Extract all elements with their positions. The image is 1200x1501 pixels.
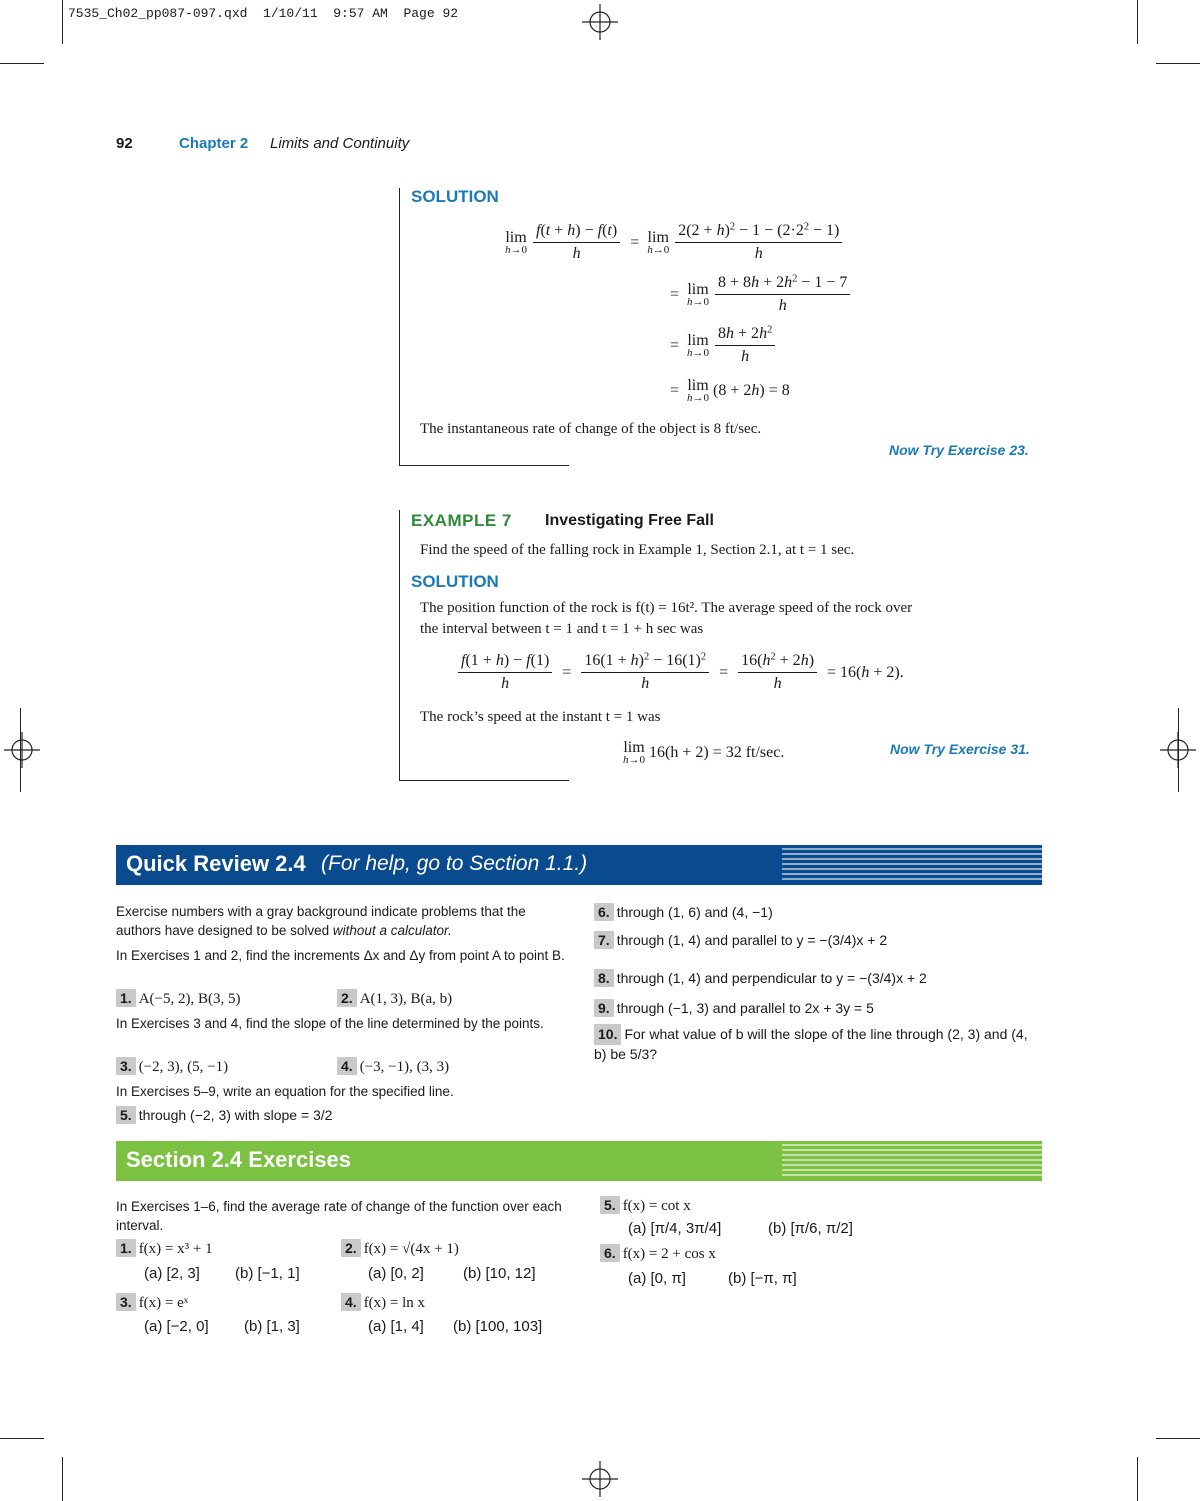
crop-mark xyxy=(1178,708,1179,792)
block-rule xyxy=(399,188,400,466)
exercise-interval: (a) [1, 4] xyxy=(368,1318,424,1335)
quick-review-banner xyxy=(116,845,1042,885)
registration-mark-icon xyxy=(582,4,618,40)
crop-mark xyxy=(1156,63,1200,64)
crop-mark xyxy=(20,708,21,792)
limit-equation-1: lim h→0 $\frac{f(t + h) - f(t)}{h}$ = lim h→0 $\frac{2(2 + h)^2 - 1 - (2\cdot 2^2 - 1)}{h}$ xyxy=(505,222,844,263)
final-limit-equation: lim h→0 16(h + 2) = 32 ft/sec. xyxy=(623,739,785,766)
registration-mark-icon xyxy=(582,1461,618,1497)
crop-mark xyxy=(0,63,44,64)
quick-review-title: Quick Review 2.4 xyxy=(126,851,306,876)
quick-review-item: 1. A(−5, 2), B(3, 5) xyxy=(116,989,240,1008)
example-label: EXAMPLE 7 xyxy=(411,511,512,530)
solution-conclusion: The instantaneous rate of change of the object is 8 ft/sec. xyxy=(420,421,762,437)
quick-review-instruction: In Exercises 5–9, write an equation for the specified line. xyxy=(116,1084,454,1099)
page-number: 92 xyxy=(116,135,133,152)
banner-stripes xyxy=(782,1141,1042,1181)
exercise-interval: (a) [0, 2] xyxy=(368,1265,424,1282)
crop-mark xyxy=(0,1438,44,1439)
block-rule xyxy=(399,510,400,781)
banner-stripes xyxy=(782,845,1042,885)
exercise-interval: (a) [0, π] xyxy=(628,1270,686,1287)
exercise-item: 5. f(x) = cot x xyxy=(600,1196,691,1215)
quick-review-item: 10. For what value of b will the slope of the line through (2, 3) and (4, b) be 5/3? xyxy=(594,1026,1028,1062)
final-limit-value: 16(h + 2) = 32 ft/sec. xyxy=(649,743,785,761)
average-speed-equation: $\frac{f(1 + h) - f(1)}{h}$ = $\frac{16(1 + h)^2 - 16(1)^2}{h}$ = $\frac{16(h^2 + 2h)}{h}$ = 16(h + 2). xyxy=(456,652,904,693)
quick-review-item: 8. through (1, 4) and perpendicular to y = −(3/4)x + 2 xyxy=(594,969,927,987)
example-title: Investigating Free Fall xyxy=(545,512,714,529)
block-rule xyxy=(399,780,569,781)
exercise-interval: (b) [−1, 1] xyxy=(235,1265,300,1282)
exercise-item: 1. f(x) = x³ + 1 xyxy=(116,1239,213,1258)
exercises-title: Section 2.4 Exercises xyxy=(126,1147,352,1172)
exercises-banner xyxy=(116,1141,1042,1181)
example-text-line: the interval between t = 1 and t = 1 + h sec was xyxy=(420,621,704,637)
now-try-link[interactable]: Now Try Exercise 23. xyxy=(889,442,1029,458)
crop-mark xyxy=(1156,1438,1200,1439)
chapter-title: Limits and Continuity xyxy=(270,135,410,152)
exercise-interval: (b) [10, 12] xyxy=(463,1265,536,1282)
exercises-intro: In Exercises 1–6, find the average rate of change of the function over each interval. xyxy=(116,1199,562,1233)
example-text-line: The position function of the rock is f(t) = 16t². The average speed of the rock over xyxy=(420,600,913,616)
limit-equation-3: = lim h→0 $\frac{8h + 2h^2}{h}$ xyxy=(670,325,777,366)
limit-equation-4: = lim h→0 (8 + 2h) = 8 xyxy=(670,377,790,404)
exercise-interval: (b) [π/6, π/2] xyxy=(768,1220,853,1237)
quick-review-item: 6. through (1, 6) and (4, −1) xyxy=(594,903,773,921)
exercise-item: 3. f(x) = eˣ xyxy=(116,1293,188,1312)
quick-review-item: 7. through (1, 4) and parallel to y = −(3/4)x + 2 xyxy=(594,931,887,949)
quick-review-item: 3. (−2, 3), (5, −1) xyxy=(116,1057,228,1076)
exercise-interval: (a) [2, 3] xyxy=(144,1265,200,1282)
quick-review-item: 4. (−3, −1), (3, 3) xyxy=(337,1057,449,1076)
quick-review-subtitle: (For help, go to Section 1.1.) xyxy=(321,852,588,875)
example-text-line: The rock’s speed at the instant t = 1 was xyxy=(420,709,661,725)
exercise-item: 6. f(x) = 2 + cos x xyxy=(600,1244,716,1263)
block-rule xyxy=(399,465,569,466)
example-prompt: Find the speed of the falling rock in Example 1, Section 2.1, at t = 1 sec. xyxy=(420,542,855,558)
exercise-interval: (b) [1, 3] xyxy=(244,1318,300,1335)
exercise-item: 4. f(x) = ln x xyxy=(341,1293,425,1312)
limit-equation-2: = lim h→0 $\frac{8 + 8h + 2h^2 - 1 - 7}{h}$ xyxy=(670,274,852,315)
crop-mark xyxy=(1137,0,1138,44)
quick-review-intro: Exercise numbers with a gray background indicate problems that the authors have designed to be solved without a calculator. xyxy=(116,904,526,938)
quick-review-item: 2. A(1, 3), B(a, b) xyxy=(337,989,452,1008)
exercise-interval: (a) [π/4, 3π/4] xyxy=(628,1220,722,1237)
registration-mark-icon xyxy=(4,732,40,768)
now-try-link[interactable]: Now Try Exercise 31. xyxy=(890,741,1030,757)
chapter-label: Chapter 2 xyxy=(179,135,249,152)
solution-heading: SOLUTION xyxy=(411,187,499,206)
quick-review-item: 5. through (−2, 3) with slope = 3/2 xyxy=(116,1106,332,1124)
quick-review-instruction: In Exercises 3 and 4, find the slope of the line determined by the points. xyxy=(116,1016,544,1031)
exercise-interval: (b) [100, 103] xyxy=(453,1318,543,1335)
crop-mark xyxy=(1137,1457,1138,1501)
crop-mark xyxy=(62,0,63,44)
exercise-item: 2. f(x) = √(4x + 1) xyxy=(341,1239,459,1258)
crop-mark xyxy=(62,1457,63,1501)
quick-review-item: 9. through (−1, 3) and parallel to 2x + 3y = 5 xyxy=(594,999,874,1017)
exercise-interval: (a) [−2, 0] xyxy=(144,1318,209,1335)
exercise-interval: (b) [−π, π] xyxy=(728,1270,797,1287)
solution-heading: SOLUTION xyxy=(411,572,499,591)
file-slug: 7535_Ch02_pp087-097.qxd 1/10/11 9:57 AM Page 92 xyxy=(68,6,459,21)
quick-review-instruction: In Exercises 1 and 2, find the increments Δx and Δy from point A to point B. xyxy=(116,948,565,963)
